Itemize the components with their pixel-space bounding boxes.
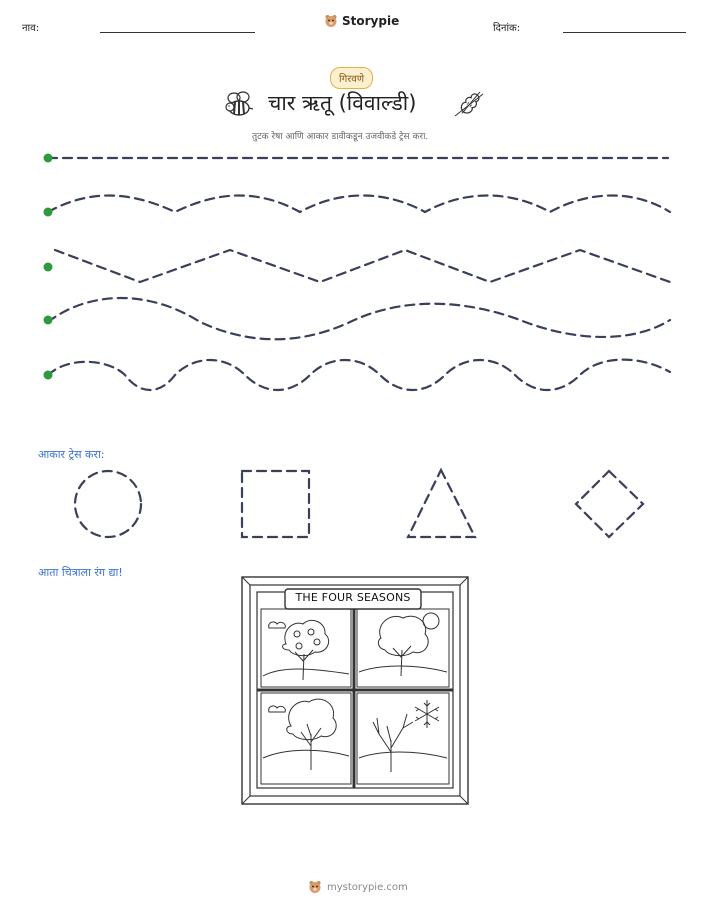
start-dot	[44, 371, 53, 380]
date-line[interactable]	[563, 32, 686, 33]
start-dot	[44, 316, 53, 325]
date-label: दिनांक:	[493, 23, 521, 34]
name-label: नाव:	[22, 23, 40, 34]
trace-square	[242, 471, 309, 537]
trace-line-loops	[48, 360, 670, 390]
name-line[interactable]	[100, 32, 255, 33]
trace-circle	[75, 471, 141, 537]
violin-icon	[451, 88, 487, 122]
page-title: चार ऋतू (विवाल्डी)	[268, 91, 417, 115]
brand-name: Storypie	[342, 14, 400, 28]
trace-line-zigzag	[55, 250, 670, 282]
instruction-text: तुटक रेषा आणि आकार डावीकडून उजवीकडे ट्रेस करा.	[252, 132, 429, 142]
start-dot	[44, 208, 53, 217]
picture-title: THE FOUR SEASONS	[295, 591, 411, 604]
bee-icon	[222, 90, 256, 120]
start-dot	[44, 154, 53, 163]
tracing-lines[interactable]	[0, 140, 709, 400]
trace-line-curve	[48, 298, 670, 339]
trace-diamond	[576, 471, 643, 537]
shapes-tracing[interactable]	[0, 460, 709, 550]
start-dot	[44, 263, 53, 272]
trace-line-wave	[48, 196, 670, 213]
level-badge: गिरवणे	[330, 67, 373, 89]
shapes-section-label: आकार ट्रेस करा:	[38, 448, 105, 461]
footer	[308, 880, 408, 894]
four-seasons-picture[interactable]	[241, 576, 469, 805]
coloring-section-label: आता चित्राला रंग द्या!	[38, 566, 123, 579]
footer-url[interactable]: mystorypie.com	[327, 881, 408, 893]
trace-triangle	[408, 470, 475, 537]
bear-icon	[324, 14, 338, 28]
bear-icon	[308, 880, 322, 894]
brand-logo	[324, 14, 399, 28]
